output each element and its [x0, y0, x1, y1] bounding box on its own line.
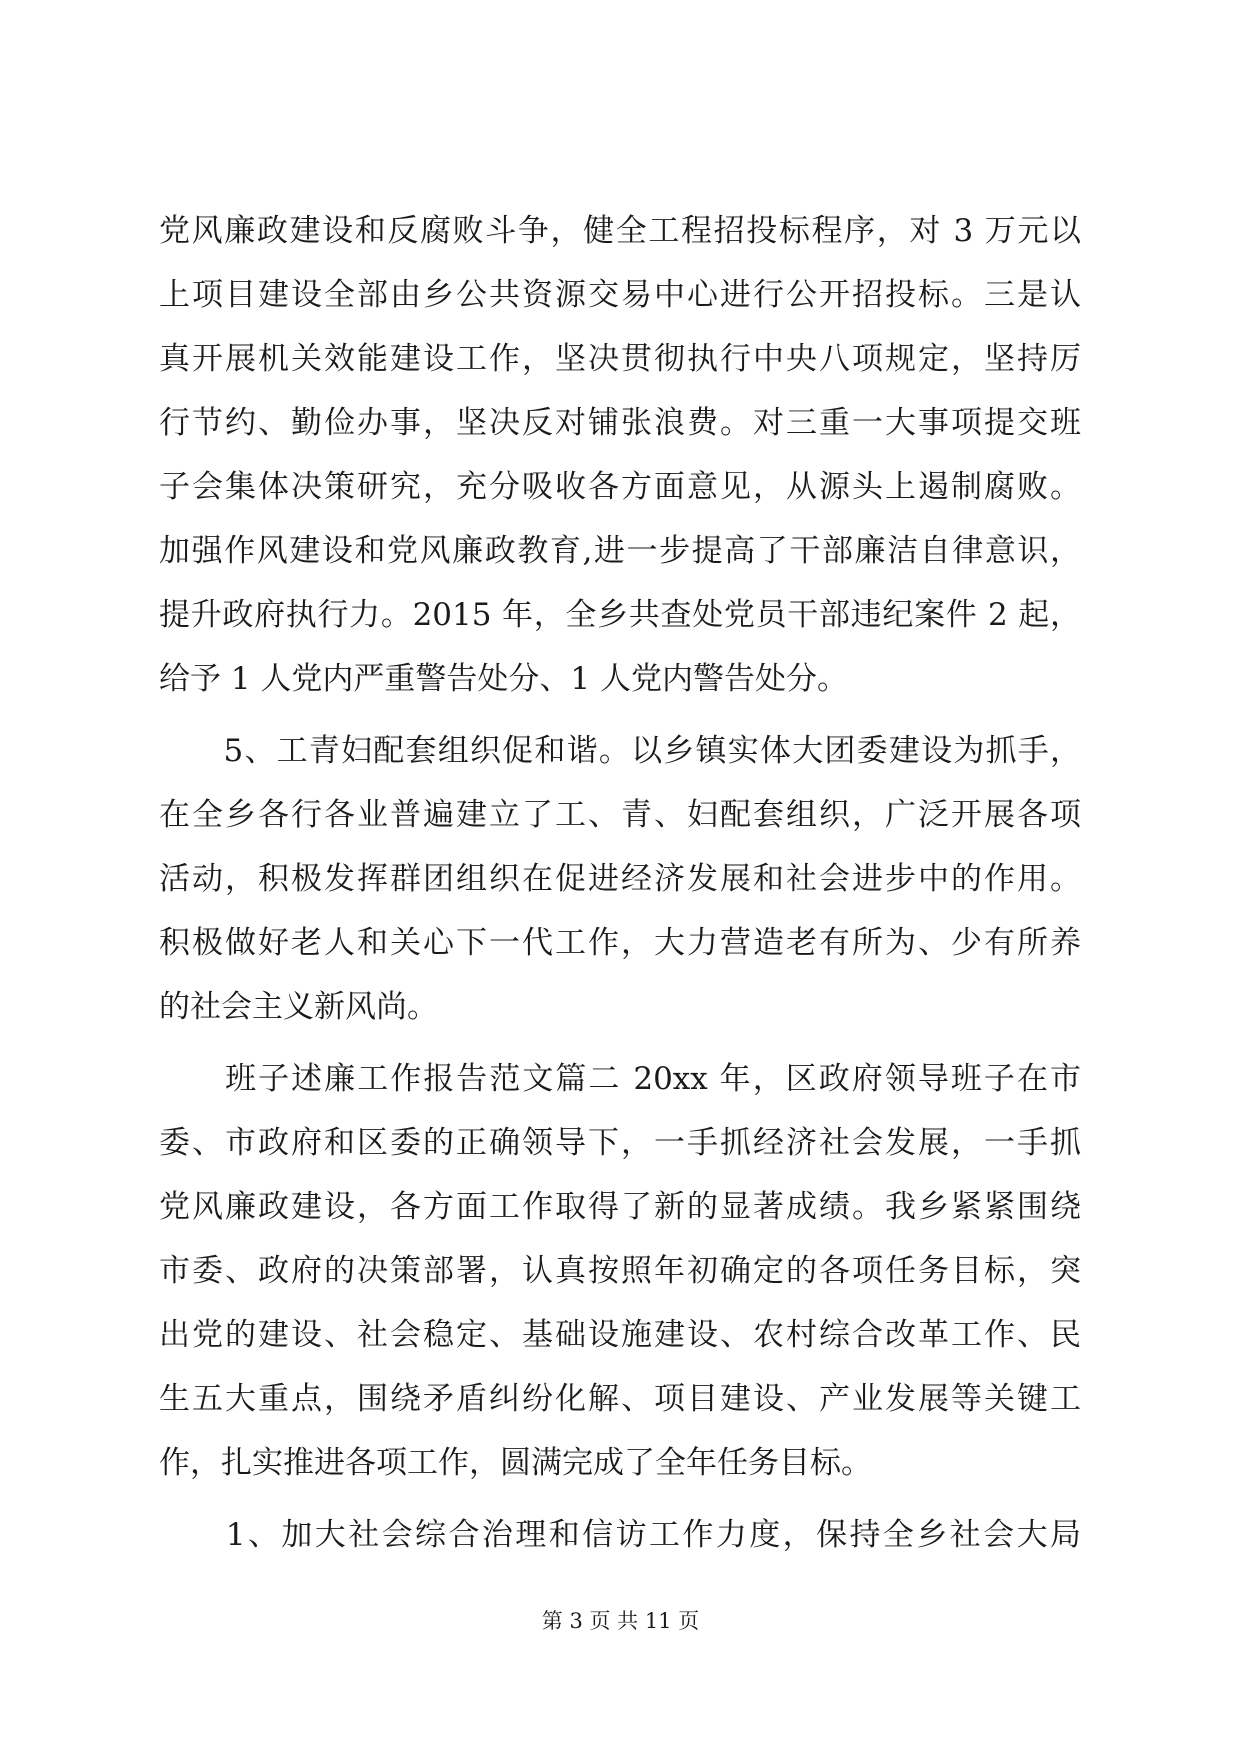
text-line: 5、工青妇配套组织促和谐。以乡镇实体大团委建设为抓手， [159, 733, 1081, 769]
text-line: 行节约、勤俭办事，坚决反对铺张浪费。对三重一大事项提交班 [159, 405, 1081, 441]
text-line: 加强作风建设和党风廉政教育,进一步提高了干部廉洁自律意识， [159, 533, 1081, 569]
text-line: 在全乡各行各业普遍建立了工、青、妇配套组织，广泛开展各项 [159, 797, 1081, 833]
text-line: 市委、政府的决策部署，认真按照年初确定的各项任务目标，突 [159, 1253, 1081, 1289]
text-line: 提升政府执行力。2015 年，全乡共查处党员干部违纪案件 2 起， [159, 597, 1081, 633]
text-line: 给予 1 人党内严重警告处分、1 人党内警告处分。 [159, 661, 849, 697]
text-line: 上项目建设全部由乡公共资源交易中心进行公开招投标。三是认 [159, 277, 1081, 313]
text-line: 出党的建设、社会稳定、基础设施建设、农村综合改革工作、民 [159, 1317, 1081, 1353]
text-line: 党风廉政建设，各方面工作取得了新的显著成绩。我乡紧紧围绕 [159, 1189, 1081, 1225]
page-footer: 第 3 页 共 11 页 [541, 1609, 700, 1633]
text-line: 子会集体决策研究，充分吸收各方面意见，从源头上遏制腐败。 [159, 469, 1081, 505]
text-line: 委、市政府和区委的正确领导下，一手抓经济社会发展，一手抓 [159, 1125, 1081, 1161]
text-line: 生五大重点，围绕矛盾纠纷化解、项目建设、产业发展等关键工 [159, 1381, 1081, 1417]
text-line: 1、加大社会综合治理和信访工作力度，保持全乡社会大局 [159, 1517, 1081, 1553]
text-line: 作，扎实推进各项工作，圆满完成了全年任务目标。 [159, 1445, 872, 1481]
text-line: 真开展机关效能建设工作，坚决贯彻执行中央八项规定，坚持厉 [159, 341, 1081, 377]
text-line: 班子述廉工作报告范文篇二 20xx 年，区政府领导班子在市 [159, 1061, 1081, 1097]
text-line: 积极做好老人和关心下一代工作，大力营造老有所为、少有所养 [159, 925, 1081, 961]
text-line: 党风廉政建设和反腐败斗争，健全工程招投标程序，对 3 万元以 [159, 213, 1081, 249]
text-line: 的社会主义新风尚。 [159, 989, 438, 1025]
text-line: 活动，积极发挥群团组织在促进经济发展和社会进步中的作用。 [159, 861, 1081, 897]
